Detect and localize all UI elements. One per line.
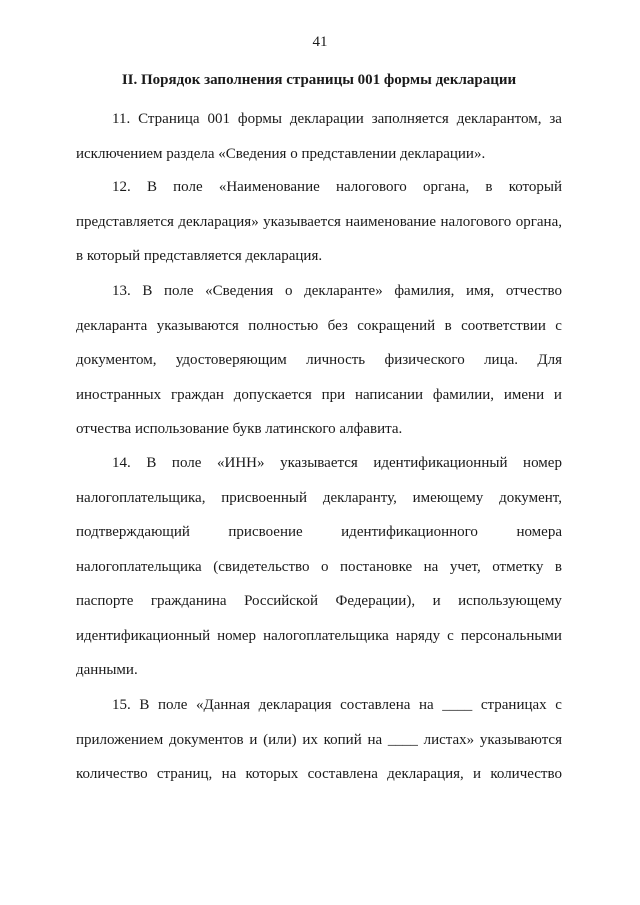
word: с	[555, 697, 562, 713]
word: страниц,	[156, 766, 213, 782]
paragraph-line	[76, 378, 562, 413]
word: идентификационный	[373, 455, 508, 471]
word: о	[284, 283, 293, 299]
word: которых	[245, 766, 299, 782]
word: листах»	[423, 731, 475, 748]
paragraph-line	[76, 550, 562, 585]
word: имя,	[466, 283, 495, 299]
word: их	[302, 731, 318, 748]
word: номера	[516, 524, 562, 540]
word: декларанту,	[322, 489, 397, 506]
word: В	[146, 455, 157, 471]
word: копий	[323, 731, 362, 748]
word: на	[221, 766, 237, 782]
word: в	[485, 179, 493, 195]
paragraph-line	[76, 170, 562, 205]
word: указываются	[156, 317, 239, 334]
word: поле	[164, 283, 194, 299]
word: фамилия,	[394, 283, 455, 299]
word: допускается	[233, 386, 312, 403]
word: Страница	[138, 111, 200, 127]
word: документ,	[499, 489, 562, 506]
word: сокращений	[357, 317, 436, 334]
word: о	[321, 558, 329, 575]
word: налогового	[440, 213, 512, 230]
word: присвоенный	[221, 489, 307, 506]
word: фамилии,	[432, 386, 495, 403]
paragraph-line: в который представляется декларация.	[76, 248, 323, 264]
word: учет,	[449, 558, 481, 575]
word: «Данная	[196, 697, 251, 713]
word: и	[249, 731, 258, 748]
word: поле	[171, 455, 202, 471]
word: декларанте»	[304, 283, 383, 299]
word: подтверждающий	[76, 524, 190, 540]
word: «Наименование	[218, 179, 320, 195]
word: за	[549, 111, 562, 127]
word: 001	[207, 111, 230, 127]
word: заполняется	[371, 111, 449, 127]
word: органа,	[422, 179, 470, 195]
section-heading: II. Порядок заполнения страницы 001 формы декларации	[121, 72, 517, 88]
word: физического	[384, 352, 465, 368]
paragraph-line	[76, 343, 562, 378]
word: документов	[168, 731, 244, 748]
word: 13.	[112, 283, 131, 299]
paragraph-line	[76, 309, 562, 344]
word: налогоплательщика,	[76, 489, 206, 506]
page-number: 41	[312, 34, 328, 50]
word: представляется	[76, 213, 174, 230]
word: указываются	[479, 731, 562, 748]
word: В	[139, 697, 150, 713]
word: с	[447, 627, 454, 644]
word: составлена	[340, 697, 411, 713]
word: указывается	[280, 455, 358, 471]
word: и	[432, 593, 441, 609]
word: без	[327, 317, 348, 334]
word: личность	[306, 352, 366, 368]
paragraph-12	[76, 170, 562, 274]
word: и	[553, 386, 562, 403]
word: удостоверяющим	[175, 352, 287, 368]
word: Федерации),	[335, 593, 416, 609]
word: идентификационного	[341, 524, 478, 540]
word: и	[473, 766, 482, 782]
word: имеющему	[412, 489, 484, 506]
word: «Сведения	[205, 283, 274, 299]
paragraph-line	[76, 757, 562, 792]
word: количество	[490, 766, 562, 782]
word: лица.	[484, 352, 519, 368]
word: 14.	[112, 455, 131, 471]
word: ____	[387, 731, 418, 748]
word: иностранных	[76, 386, 162, 403]
word: составлена	[307, 766, 378, 782]
word: В	[146, 179, 157, 195]
word: Для	[537, 352, 562, 368]
word: наименование	[345, 213, 436, 230]
word: в	[554, 558, 562, 575]
word: органа,	[515, 213, 562, 230]
paragraph-line: исключением раздела «Сведения о представлении декларации».	[76, 145, 486, 162]
word: соответствии	[461, 317, 546, 334]
paragraph-line	[76, 723, 562, 758]
word: (свидетельство	[213, 558, 310, 575]
word: в	[444, 317, 452, 334]
word: поле	[173, 179, 203, 195]
word: на	[418, 697, 434, 713]
word: наряду	[395, 627, 441, 644]
word: «ИНН»	[216, 455, 265, 471]
paragraph-line	[76, 481, 562, 516]
word: декларантом,	[456, 111, 542, 127]
word: налогоплательщика	[76, 558, 202, 575]
word: при	[321, 386, 346, 403]
word: 15.	[112, 697, 131, 713]
paragraph-13	[76, 274, 562, 447]
word: указывается	[263, 213, 341, 230]
word: присвоение	[228, 524, 303, 540]
word: Российской	[244, 593, 318, 609]
word: декларация	[258, 697, 332, 713]
word: формы	[237, 111, 282, 127]
paragraph-line: данными.	[76, 662, 138, 678]
word: налогоплательщика	[263, 627, 389, 644]
word: ____	[442, 697, 473, 713]
paragraph-line	[76, 446, 562, 481]
paragraph-line	[76, 584, 562, 619]
word: паспорте	[76, 593, 134, 609]
word: количество	[76, 766, 148, 782]
paragraph-line: отчества использование букв латинского алфавита.	[76, 421, 403, 437]
word: полностью	[248, 317, 319, 334]
paragraph-line	[76, 102, 562, 137]
paragraph-line	[76, 205, 562, 240]
word: имени	[503, 386, 545, 403]
word: документом,	[76, 352, 157, 368]
word: поле	[157, 697, 188, 713]
word: декларанта	[76, 317, 148, 334]
word: декларации	[289, 111, 364, 127]
paragraph-15	[76, 688, 562, 792]
word: с	[555, 317, 562, 334]
word: отметку	[492, 558, 544, 575]
word: написании	[354, 386, 424, 403]
word: (или)	[263, 731, 297, 748]
word: налогового	[335, 179, 407, 195]
word: страницах	[480, 697, 547, 713]
word: идентификационный	[76, 627, 211, 644]
word: постановке	[340, 558, 413, 575]
word: граждан	[170, 386, 224, 403]
word: номер	[217, 627, 257, 644]
word: гражданина	[150, 593, 227, 609]
word: на	[423, 558, 439, 575]
word: В	[142, 283, 153, 299]
word: использующему	[458, 593, 562, 609]
paragraph-line	[76, 515, 562, 550]
word: персональными	[460, 627, 562, 644]
paragraph-11	[76, 102, 562, 171]
paragraph-line	[76, 619, 562, 654]
word: отчество	[505, 283, 562, 299]
paragraph-line	[76, 274, 562, 309]
word: который	[508, 179, 562, 195]
paragraph-line	[76, 688, 562, 723]
word: 12.	[112, 179, 131, 195]
word: номер	[523, 455, 562, 471]
word: приложением	[76, 731, 164, 748]
paragraph-14	[76, 446, 562, 688]
word: на	[367, 731, 383, 748]
word: декларация,	[387, 766, 464, 782]
word: 11.	[112, 111, 131, 127]
word: декларация»	[178, 213, 259, 230]
